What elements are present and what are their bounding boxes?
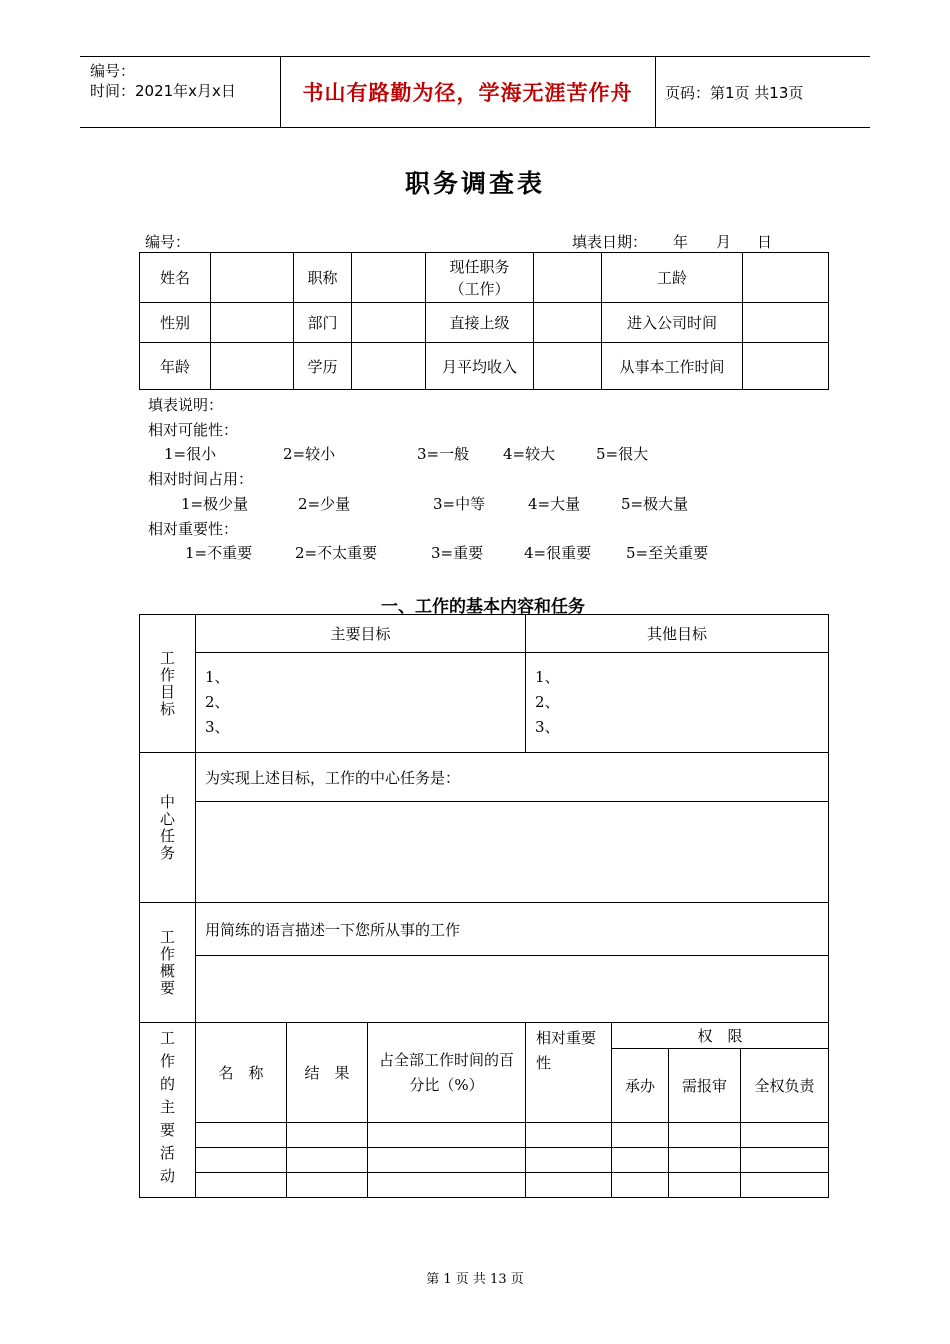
department-field[interactable] — [352, 303, 426, 343]
activity-handle-cell[interactable] — [612, 1173, 669, 1198]
table-row — [140, 1173, 829, 1198]
current-position-text: 现任职务 — [449, 257, 510, 276]
possibility-2: 2=较小 — [283, 445, 336, 463]
page-footer: 第 1 页 共 13 页 — [426, 1272, 524, 1287]
seniority-label: 工龄 — [602, 253, 743, 303]
activity-handle-cell[interactable] — [612, 1148, 669, 1173]
time-3: 3=中等 — [433, 495, 486, 513]
other-goal-list[interactable] — [526, 653, 829, 753]
center-task-prompt: 为实现上述目标，工作的中心任务是： — [196, 753, 829, 802]
col-result-header: 结 果 — [287, 1023, 368, 1123]
page-header — [80, 56, 870, 128]
other-goal-item: 3、 — [535, 718, 560, 736]
name-field[interactable] — [211, 253, 294, 303]
activity-report-cell[interactable] — [669, 1123, 741, 1148]
goals-label-cell — [140, 615, 196, 753]
auth-full-header: 全权负责 — [741, 1049, 829, 1123]
income-label: 月平均收入 — [426, 343, 534, 390]
table-row — [140, 1148, 829, 1173]
activity-report-cell[interactable] — [669, 1148, 741, 1173]
age-field[interactable] — [211, 343, 294, 390]
goals-label: 工作目标 — [158, 649, 176, 718]
activity-full-cell[interactable] — [741, 1173, 829, 1198]
department-label: 部门 — [294, 303, 352, 343]
education-label: 学历 — [294, 343, 352, 390]
importance-1: 1=不重要 — [185, 544, 253, 562]
current-position-label — [426, 253, 534, 303]
activity-percent-cell[interactable] — [368, 1173, 526, 1198]
possibility-4: 4=较大 — [503, 445, 556, 463]
possibility-label: 相对可能性： — [148, 421, 239, 439]
fill-date-day: 日 — [757, 233, 773, 251]
activity-importance-cell[interactable] — [526, 1148, 612, 1173]
header-date-label: 时间：2021年x月x日 — [90, 82, 236, 100]
importance-4: 4=很重要 — [524, 544, 592, 562]
activities-label: 工作的主要活动 — [158, 1029, 176, 1191]
activity-name-cell[interactable] — [196, 1148, 287, 1173]
join-date-field[interactable] — [743, 303, 829, 343]
title-field[interactable] — [352, 253, 426, 303]
supervisor-field[interactable] — [534, 303, 602, 343]
col-authority-header: 权 限 — [612, 1023, 829, 1049]
col-importance-header: 相对重要性 — [526, 1023, 612, 1123]
col-name-header: 名 称 — [196, 1023, 287, 1123]
main-goal-list[interactable] — [196, 653, 526, 753]
center-task-label-cell — [140, 753, 196, 903]
center-task-field[interactable] — [196, 802, 829, 903]
job-duration-field[interactable] — [743, 343, 829, 390]
activity-name-cell[interactable] — [196, 1173, 287, 1198]
activity-name-cell[interactable] — [196, 1123, 287, 1148]
gender-field[interactable] — [211, 303, 294, 343]
importance-label: 相对重要性： — [148, 520, 239, 538]
join-date-label: 进入公司时间 — [602, 303, 743, 343]
time-4: 4=大量 — [528, 495, 581, 513]
age-label: 年龄 — [140, 343, 211, 390]
other-goal-item: 2、 — [535, 693, 560, 711]
time-1: 1=极少量 — [181, 495, 249, 513]
section-title: 一、工作的基本内容和任务 — [381, 597, 585, 617]
auth-report-header: 需报审 — [669, 1049, 741, 1123]
header-motto: 书山有路勤为径，学海无涯苦作舟 — [302, 81, 633, 105]
possibility-5: 5=很大 — [596, 445, 649, 463]
main-goal-item: 3、 — [205, 718, 230, 736]
activity-full-cell[interactable] — [741, 1123, 829, 1148]
col-percent-header: 占全部工作时间的百分比（%） — [368, 1023, 526, 1123]
supervisor-label: 直接上级 — [426, 303, 534, 343]
form-number-label: 编号： — [145, 233, 191, 251]
fill-date-year: 年 — [673, 233, 689, 251]
possibility-1: 1=很小 — [164, 445, 217, 463]
activities-label-cell — [140, 1023, 196, 1198]
document-title: 职务调查表 — [404, 169, 545, 198]
header-page-number: 页码：第1页 共13页 — [665, 83, 804, 102]
other-goal-item: 1、 — [535, 668, 560, 686]
main-goal-item: 1、 — [205, 668, 230, 686]
summary-label-cell — [140, 903, 196, 1023]
importance-2: 2=不太重要 — [295, 544, 378, 562]
activity-result-cell[interactable] — [287, 1123, 368, 1148]
importance-3: 3=重要 — [431, 544, 484, 562]
fill-date-label: 填表日期： — [572, 233, 648, 251]
time-2: 2=少量 — [298, 495, 351, 513]
education-field[interactable] — [352, 343, 426, 390]
center-task-label: 中心任务 — [158, 793, 176, 862]
activity-percent-cell[interactable] — [368, 1123, 526, 1148]
importance-5: 5=至关重要 — [626, 544, 709, 562]
info-table — [139, 252, 829, 390]
time-label: 相对时间占用： — [148, 470, 254, 488]
summary-label: 工作概要 — [158, 928, 176, 997]
activity-percent-cell[interactable] — [368, 1148, 526, 1173]
main-goal-header: 主要目标 — [196, 615, 526, 653]
activity-result-cell[interactable] — [287, 1148, 368, 1173]
activity-importance-cell[interactable] — [526, 1173, 612, 1198]
income-field[interactable] — [534, 343, 602, 390]
seniority-field[interactable] — [743, 253, 829, 303]
activity-handle-cell[interactable] — [612, 1123, 669, 1148]
activity-result-cell[interactable] — [287, 1173, 368, 1198]
summary-field[interactable] — [196, 956, 829, 1023]
job-content-table — [139, 614, 829, 1198]
summary-prompt: 用简练的语言描述一下您所从事的工作 — [196, 903, 829, 956]
name-label: 姓名 — [140, 253, 211, 303]
title-label: 职称 — [294, 253, 352, 303]
header-number-label: 编号： — [90, 62, 136, 80]
activity-report-cell[interactable] — [669, 1173, 741, 1198]
activity-full-cell[interactable] — [741, 1148, 829, 1173]
time-5: 5=极大量 — [621, 495, 689, 513]
instructions-heading: 填表说明： — [148, 396, 224, 414]
header-meta — [90, 61, 236, 101]
gender-label: 性别 — [140, 303, 211, 343]
current-position-field[interactable] — [534, 253, 602, 303]
main-goal-item: 2、 — [205, 693, 230, 711]
possibility-3: 3=一般 — [417, 445, 470, 463]
current-position-subtext: （工作） — [449, 279, 510, 298]
table-row — [140, 1123, 829, 1148]
fill-date-month: 月 — [716, 233, 732, 251]
activity-importance-cell[interactable] — [526, 1123, 612, 1148]
other-goal-header: 其他目标 — [526, 615, 829, 653]
job-duration-label: 从事本工作时间 — [602, 343, 743, 390]
auth-handle-header: 承办 — [612, 1049, 669, 1123]
